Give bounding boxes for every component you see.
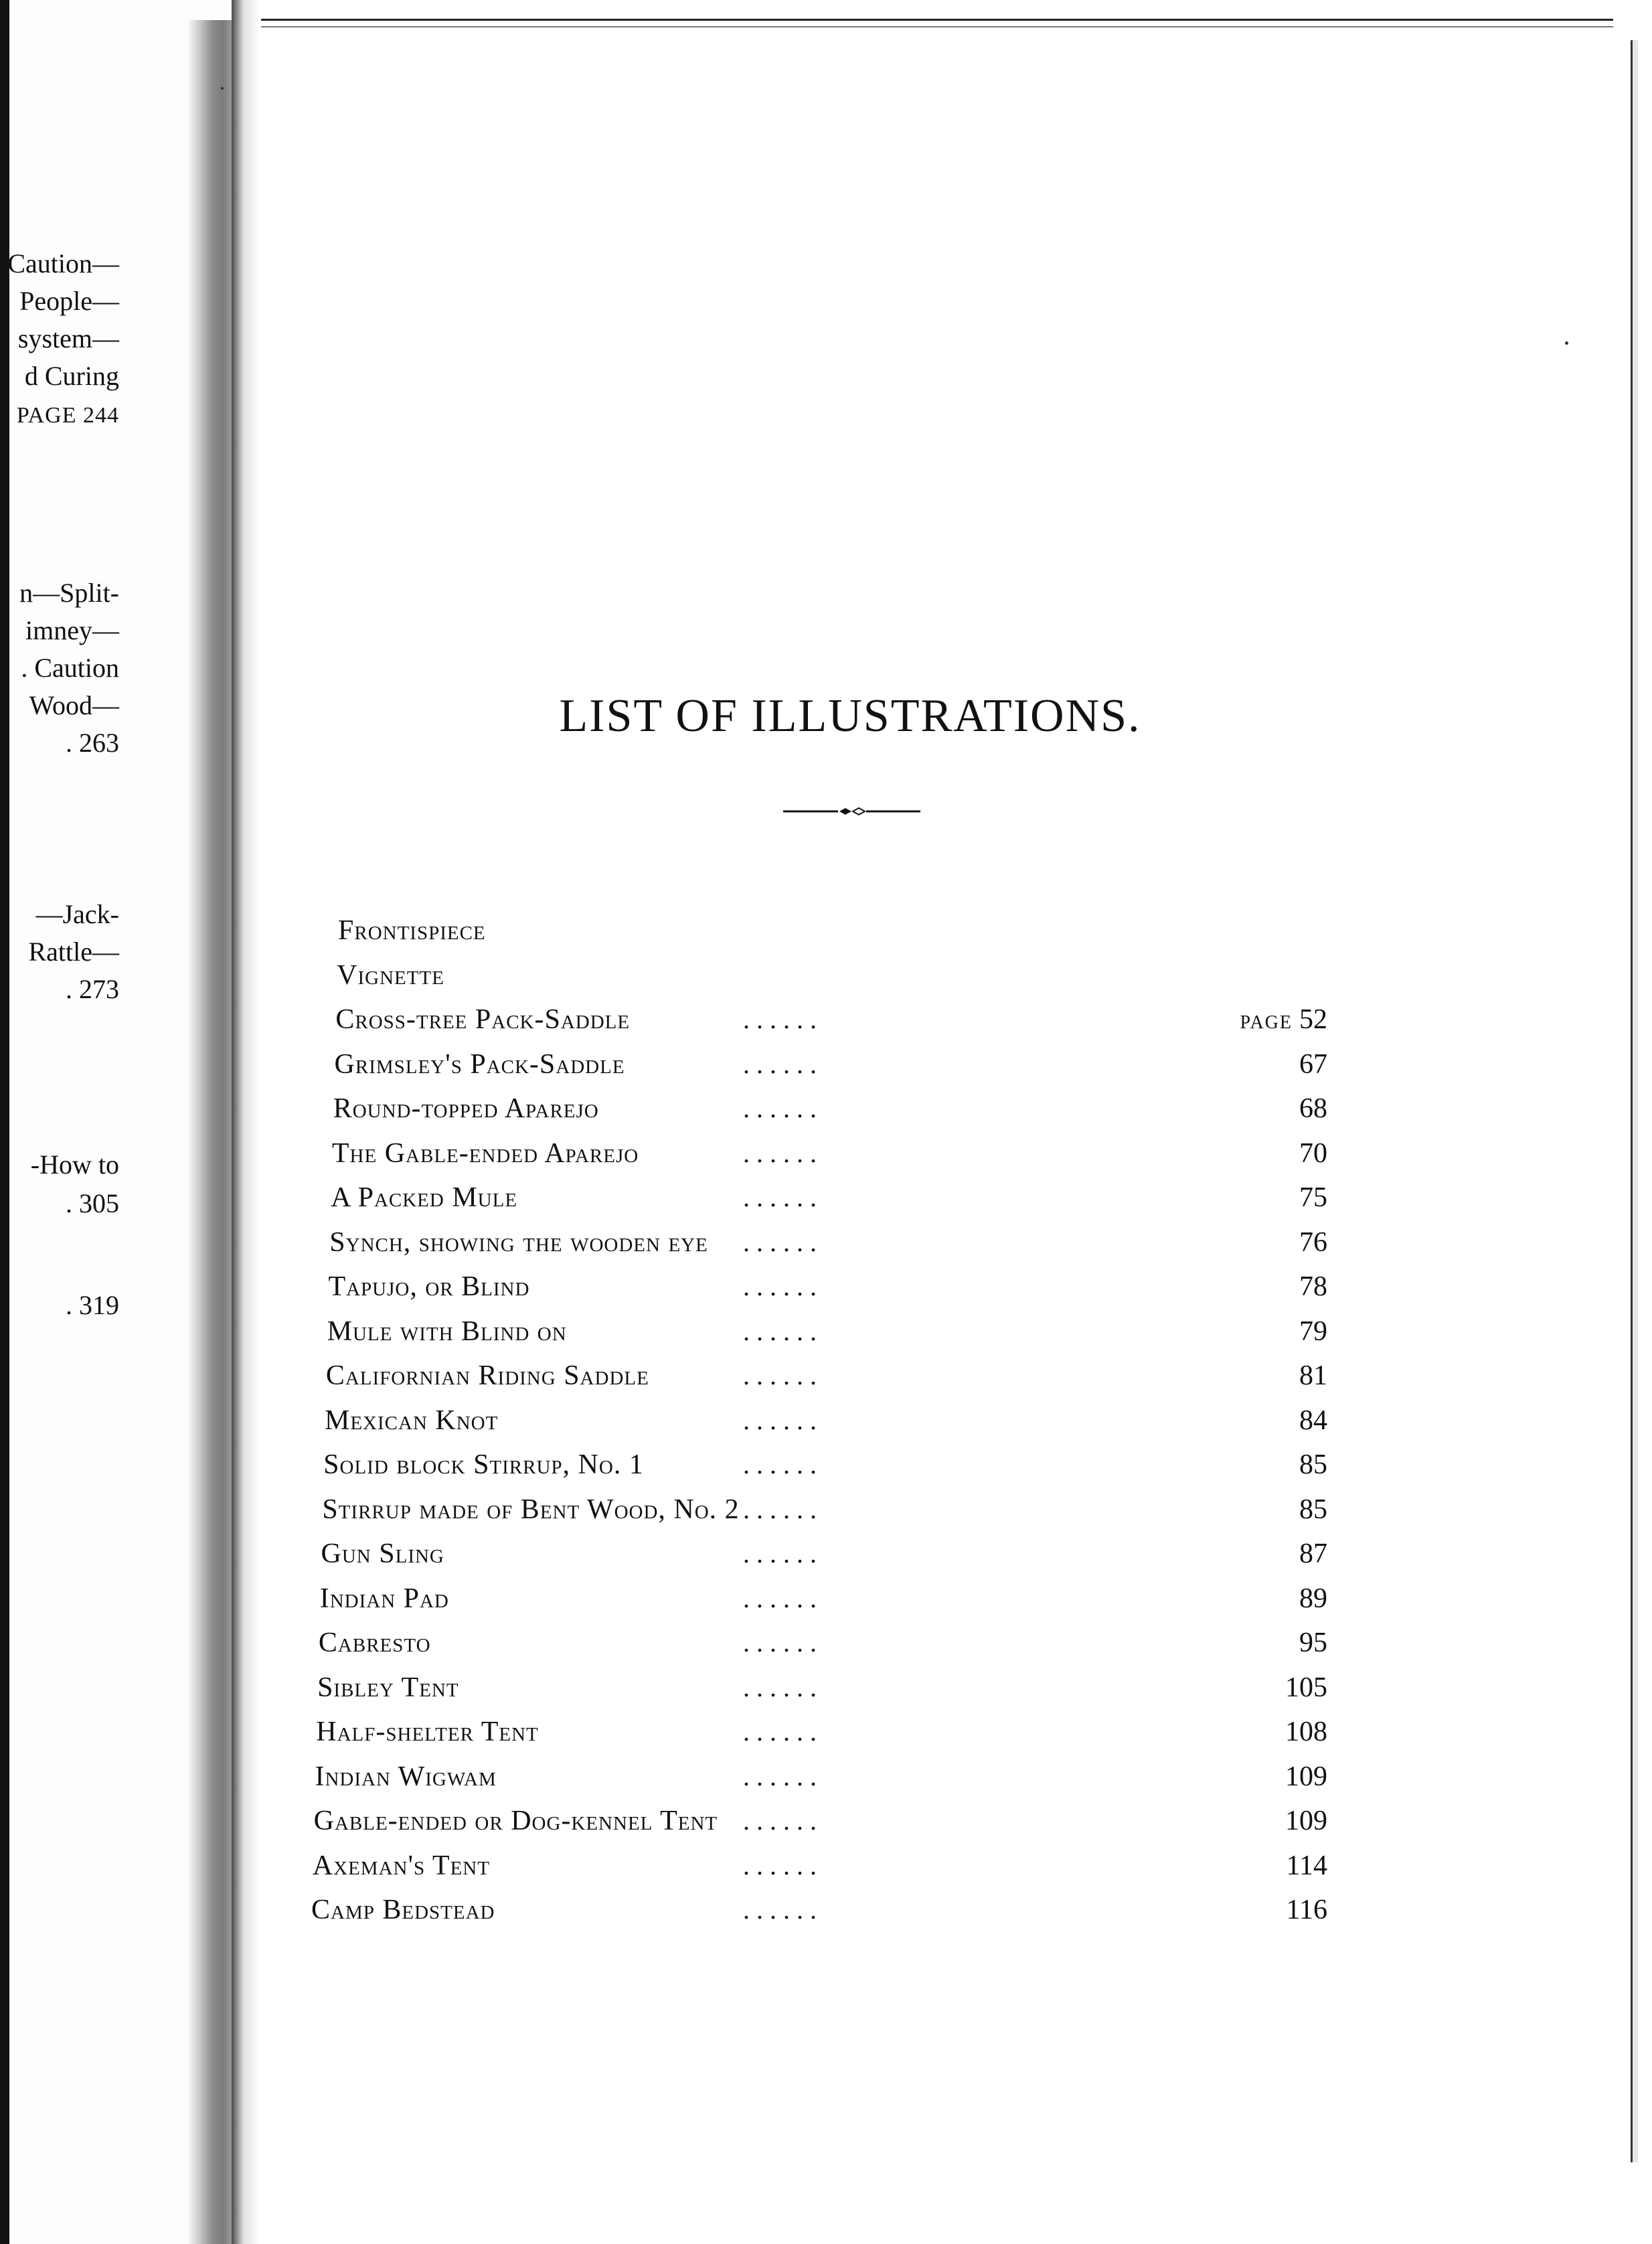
page-number: [1299, 1449, 1327, 1481]
illustration-title: Vignette: [337, 959, 444, 991]
page-number: [1299, 1627, 1327, 1659]
illustration-title: A Packed Mule: [331, 1182, 518, 1213]
left-fragment: -How to: [30, 1149, 119, 1180]
page-number-value: 81: [1299, 1360, 1327, 1391]
list-item: [0, 1226, 1652, 1260]
page-number: [1299, 1182, 1327, 1214]
list-item: [0, 1093, 1652, 1126]
illustration-title: Indian Wigwam: [315, 1761, 497, 1792]
list-item: [0, 1583, 1652, 1616]
page-number-value: 79: [1299, 1315, 1327, 1347]
page-number: [1299, 1048, 1327, 1080]
page-column-label: PAGE: [1240, 1012, 1293, 1033]
illustration-title: Round-topped Aparejo: [333, 1093, 599, 1124]
page-number: [1287, 1850, 1327, 1882]
list-item: [0, 959, 1652, 993]
page-number: [1285, 1672, 1327, 1704]
left-fragment: People—: [19, 286, 119, 316]
left-fragment: PAGE 244: [16, 403, 119, 428]
dot-leader: . . . . . .: [743, 1583, 817, 1613]
page-number: [1240, 1004, 1327, 1036]
page-number-value: 76: [1299, 1226, 1327, 1258]
list-item: [0, 1894, 1652, 1927]
page-number: [1299, 1226, 1327, 1259]
dot-leader: . . . . . .: [743, 1137, 817, 1168]
page-number: [1285, 1805, 1327, 1837]
illustration-title: Indian Pad: [319, 1583, 449, 1614]
page-number: [1299, 1137, 1327, 1170]
dot-leader: . . . . . .: [743, 1494, 817, 1524]
left-fragment: —Jack-: [35, 899, 119, 929]
page-number-value: 116: [1286, 1895, 1327, 1925]
page-number: [1299, 1538, 1327, 1570]
page-title: LIST OF ILLUSTRATIONS.: [559, 690, 1141, 742]
list-item: [0, 1538, 1652, 1571]
left-fragment: . Caution: [21, 653, 119, 683]
illustration-title: Solid block Stirrup, No. 1: [323, 1449, 644, 1480]
illustration-title: Gable-ended or Dog-kennel Tent: [313, 1806, 718, 1836]
dot-leader: . . . . . .: [743, 1850, 817, 1880]
page-number: [1285, 1716, 1327, 1748]
dot-leader: . . . . . .: [743, 1315, 817, 1346]
dot-leader: . . . . . .: [743, 1405, 817, 1435]
illustration-title: Synch, showing the wooden eye: [329, 1226, 708, 1258]
list-item: [0, 1137, 1652, 1171]
illustration-title: The Gable-ended Aparejo: [331, 1137, 639, 1169]
dot-leader: . . . . . .: [743, 1449, 817, 1479]
illustration-title: Californian Riding Saddle: [325, 1360, 649, 1391]
page-number-value: 105: [1285, 1672, 1327, 1703]
left-fragment: imney—: [25, 615, 119, 645]
page-number-value: 108: [1285, 1716, 1327, 1747]
page-number-value: 114: [1286, 1850, 1327, 1881]
list-item: [0, 1716, 1652, 1749]
page-number-value: 87: [1299, 1538, 1327, 1569]
list-item: [0, 1761, 1652, 1794]
left-fragment: system—: [17, 323, 119, 353]
page-number-value: 84: [1299, 1405, 1327, 1436]
dot-leader: . . . . . .: [743, 1182, 817, 1212]
page-number: [1299, 1494, 1327, 1526]
ornament-divider: [783, 805, 920, 818]
page-number: [1299, 1315, 1327, 1348]
dot-leader: . . . . . .: [743, 1271, 817, 1301]
list-item: [0, 1048, 1652, 1082]
illustration-title: Sibley Tent: [317, 1672, 459, 1703]
dot-leader: . . . . . .: [743, 1716, 817, 1747]
list-item: [0, 1494, 1652, 1527]
dot-leader: . . . . . .: [743, 1226, 817, 1257]
illustration-title: Tapujo, or Blind: [328, 1271, 530, 1302]
page-number-value: 70: [1299, 1137, 1327, 1169]
page-number: [1299, 1583, 1327, 1615]
page-number-value: 68: [1299, 1093, 1327, 1124]
left-fragment: . 319: [66, 1290, 119, 1320]
illustration-title: Axeman's Tent: [312, 1850, 490, 1881]
illustration-title: Mule with Blind on: [327, 1315, 567, 1347]
page-number: [1299, 1093, 1327, 1125]
list-item: [0, 1405, 1652, 1438]
list-item: [0, 1182, 1652, 1218]
page-number-value: 109: [1285, 1761, 1327, 1792]
dot-leader: . . . . . .: [743, 1048, 817, 1079]
dot-leader: . . . . . .: [743, 1538, 817, 1569]
page-number: [1287, 1894, 1327, 1926]
list-item: [0, 1360, 1652, 1393]
scan-speck: [221, 87, 224, 90]
page-number: [1299, 1360, 1327, 1392]
list-item: [0, 1850, 1652, 1883]
dot-leader: . . . . . .: [743, 1093, 817, 1123]
page-number-value: 89: [1299, 1583, 1327, 1614]
list-item: [0, 1315, 1652, 1349]
dot-leader: . . . . . .: [743, 1627, 817, 1658]
illustration-title: Frontispiece: [338, 915, 486, 946]
page-number-value: 85: [1299, 1494, 1327, 1525]
left-fragment: . 305: [66, 1188, 119, 1218]
list-item: [0, 1004, 1652, 1037]
left-fragment: Caution—: [7, 248, 119, 278]
illustration-title: Stirrup made of Bent Wood, No. 2: [322, 1494, 740, 1525]
illustration-title: Gun Sling: [321, 1538, 444, 1569]
page-number-value: 67: [1299, 1048, 1327, 1080]
illustration-title: Grimsley's Pack-Saddle: [334, 1048, 625, 1080]
list-item: [0, 1271, 1652, 1304]
list-item: [0, 1449, 1652, 1482]
page-number-value: 95: [1299, 1627, 1327, 1658]
illustration-title: Camp Bedstead: [311, 1895, 495, 1925]
page-number-value: 78: [1299, 1271, 1327, 1302]
list-item: [0, 1627, 1652, 1660]
dot-leader: . . . . . .: [743, 1360, 817, 1390]
illustration-title: Half-shelter Tent: [316, 1716, 539, 1747]
page-number: [1285, 1761, 1327, 1793]
page-number-value: 109: [1285, 1806, 1327, 1836]
page-number: [1299, 1405, 1327, 1437]
dot-leader: . . . . . .: [743, 1004, 817, 1034]
page-number: [1299, 1271, 1327, 1303]
left-fragment: n—Split-: [19, 578, 119, 608]
dot-leader: . . . . . .: [743, 1672, 817, 1702]
dot-leader: . . . . . .: [743, 1806, 817, 1836]
illustration-title: Mexican Knot: [325, 1405, 499, 1436]
right-page: [268, 40, 1640, 2216]
top-page-edge: [261, 19, 1613, 27]
left-fragment: Wood—: [29, 690, 119, 720]
scan-speck: [1565, 341, 1568, 345]
list-item: [0, 1805, 1652, 1838]
illustration-title: Cabresto: [318, 1627, 431, 1658]
left-fragment: . 263: [66, 728, 119, 758]
page-number-value: 85: [1299, 1449, 1327, 1480]
dot-leader: . . . . . .: [743, 1895, 817, 1925]
list-item: [0, 914, 1652, 948]
left-fragment: d Curing: [24, 361, 119, 391]
illustration-title: Cross-tree Pack-Saddle: [335, 1004, 631, 1035]
left-fragment: Rattle—: [28, 937, 119, 967]
dot-leader: . . . . . .: [743, 1761, 817, 1791]
page-number-value: 52: [1299, 1004, 1327, 1035]
left-fragment: . 273: [66, 974, 119, 1004]
list-item: [0, 1672, 1652, 1705]
page-number-value: 75: [1299, 1182, 1327, 1213]
